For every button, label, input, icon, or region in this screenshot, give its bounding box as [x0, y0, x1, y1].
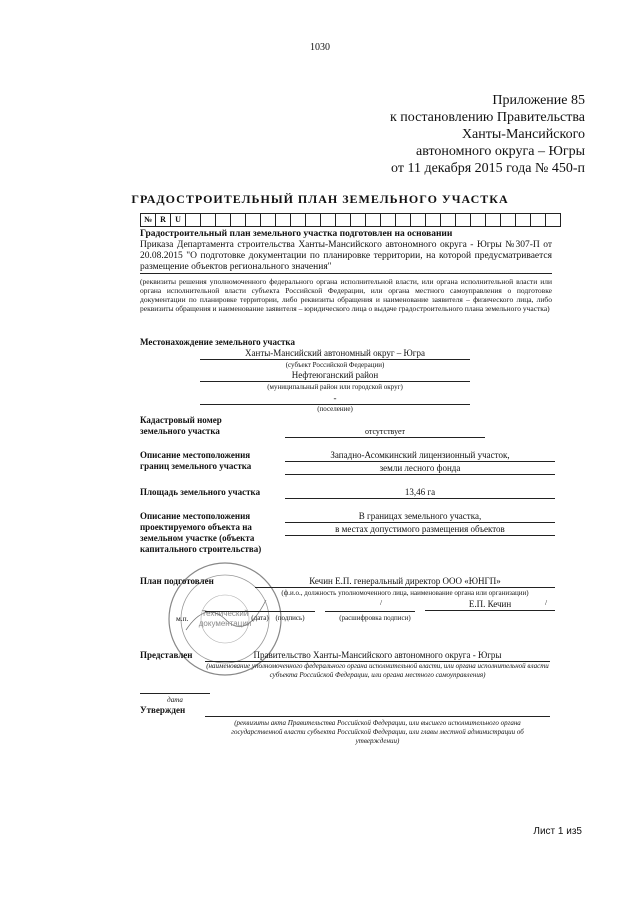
boundaries-value-1: Западно-Асомкинский лицензионный участок,	[285, 450, 555, 462]
approved-label: Утвержден	[140, 705, 186, 715]
appendix-line-5: от 11 декабря 2015 года № 450-п	[391, 161, 585, 176]
presented-caption: (наименование уполномоченного федерального органа исполнительной власти, или органа исполнительной власти субъекта Российской Федерации, или органа местного самоуправления)	[206, 662, 549, 679]
area-label: Площадь земельного участка	[140, 487, 261, 497]
object-label: Описание местоположения проектируемого объекта на земельном участке (объекта капитального строительства)	[140, 511, 262, 554]
basis-block	[140, 229, 552, 274]
object-value-1: В границах земельного участка,	[285, 511, 555, 523]
number-cell	[366, 214, 381, 227]
basis-heading: Градостроительный план земельного участка подготовлен на основании	[140, 229, 453, 239]
basis-note: (реквизиты решения уполномоченного федерального органа исполнительной власти, или органа исполнительной власти или органа исполнительной власти субъекта Российской Федерации, или органа местного самоуправления о подготовке документации по планировке территории, либо реквизиты обращения и наименование заявителя – физического лица, либо реквизиты обращения и наименование заявителя – юридического лица о выдаче градостроительного плана земельного участка)	[140, 277, 552, 313]
date-label: дата	[167, 696, 183, 704]
number-cell	[456, 214, 471, 227]
decode-caption: (расшифровка подписи)	[339, 614, 411, 622]
location-heading: Местонахождение земельного участка	[140, 337, 295, 347]
location-subject-caption: (субъект Российской Федерации)	[285, 361, 385, 369]
number-cell	[426, 214, 441, 227]
number-cell: R	[156, 214, 171, 227]
number-cell	[411, 214, 426, 227]
number-cell	[516, 214, 531, 227]
number-cell	[441, 214, 456, 227]
object-value-2: в местах допустимого размещения объектов	[285, 524, 555, 536]
cadastral-value: отсутствует	[285, 426, 485, 438]
prepared-signer: Е.П. Кечин	[425, 599, 555, 611]
appendix-line-1: Приложение 85	[492, 93, 585, 108]
number-cell	[291, 214, 306, 227]
slash-1: /	[380, 598, 383, 607]
appendix-line-2: к постановлению Правительства	[389, 110, 585, 125]
number-cell: №	[141, 214, 156, 227]
appendix-line-3: Ханты-Мансийского	[461, 127, 585, 142]
number-cell	[201, 214, 216, 227]
number-cell	[396, 214, 411, 227]
number-cell	[501, 214, 516, 227]
basis-text: Приказа Департамента строительства Ханты-Мансийского автономного округа - Югры №307-П от 20.08.2015 "О подготовке документации по планировке территории, на которой предусматривается размещение объектов регионального значения"	[140, 240, 552, 272]
location-settlement: -	[200, 393, 470, 405]
number-cell	[306, 214, 321, 227]
number-cell	[546, 214, 561, 227]
number-cell	[321, 214, 336, 227]
presented-value: Правительство Ханты-Мансийского автономного округа - Югры	[205, 650, 550, 662]
cadastral-label: Кадастровый номер земельного участка	[140, 415, 222, 436]
plan-number-cells	[140, 213, 561, 227]
number-cell	[186, 214, 201, 227]
number-cell	[486, 214, 501, 227]
page-number: 1030	[310, 42, 330, 53]
prepared-caption: (ф.и.о., должность уполномоченного лица, наименование органа или организации)	[281, 589, 529, 597]
location-subject: Ханты-Мансийский автономный округ – Югра	[200, 348, 470, 360]
number-cell: U	[171, 214, 186, 227]
sign-caption: (подпись)	[275, 614, 305, 622]
sheet-number: Лист 1 из5	[533, 826, 582, 837]
date-line-2	[140, 693, 210, 694]
number-cell	[381, 214, 396, 227]
number-cell	[216, 214, 231, 227]
mp-label: м.п.	[176, 614, 189, 623]
number-cell	[246, 214, 261, 227]
location-settlement-caption: (поселение)	[317, 405, 353, 413]
number-cell	[336, 214, 351, 227]
number-cell	[261, 214, 276, 227]
number-cell	[231, 214, 246, 227]
appendix-line-4: автономного округа – Югры	[416, 144, 585, 159]
sign-line	[325, 611, 415, 612]
slash-2: /	[545, 598, 548, 607]
number-cell	[531, 214, 546, 227]
prepared-label: План подготовлен	[140, 576, 214, 586]
area-value: 13,46 га	[285, 487, 555, 499]
date-caption: (дата)	[251, 614, 269, 622]
boundaries-value-2: земли лесного фонда	[285, 463, 555, 475]
presented-label: Представлен	[140, 650, 193, 660]
appendix-header	[390, 92, 585, 177]
number-cell	[351, 214, 366, 227]
boundaries-label: Описание местоположения границ земельного участка	[140, 450, 252, 471]
prepared-value: Кечин Е.П. генеральный директор ООО «ЮНГП»	[255, 576, 555, 588]
date-line	[205, 611, 315, 612]
document-title: ГРАДОСТРОИТЕЛЬНЫЙ ПЛАН ЗЕМЕЛЬНОГО УЧАСТКА	[131, 192, 509, 206]
approved-line	[205, 716, 550, 717]
approved-caption: (реквизиты акта Правительства Российской Федерации, или высшего исполнительного органа государственной власти субъекта Российской Федерации, или главы местной администрации об утверждении)	[231, 719, 524, 745]
number-cell	[276, 214, 291, 227]
seal-text-2: документации	[198, 619, 252, 628]
location-district-caption: (муниципальный район или городской округ)	[267, 383, 403, 391]
number-cell	[471, 214, 486, 227]
location-district: Нефтеюганский район	[200, 370, 470, 382]
seal-text-1: Технический	[201, 609, 249, 618]
